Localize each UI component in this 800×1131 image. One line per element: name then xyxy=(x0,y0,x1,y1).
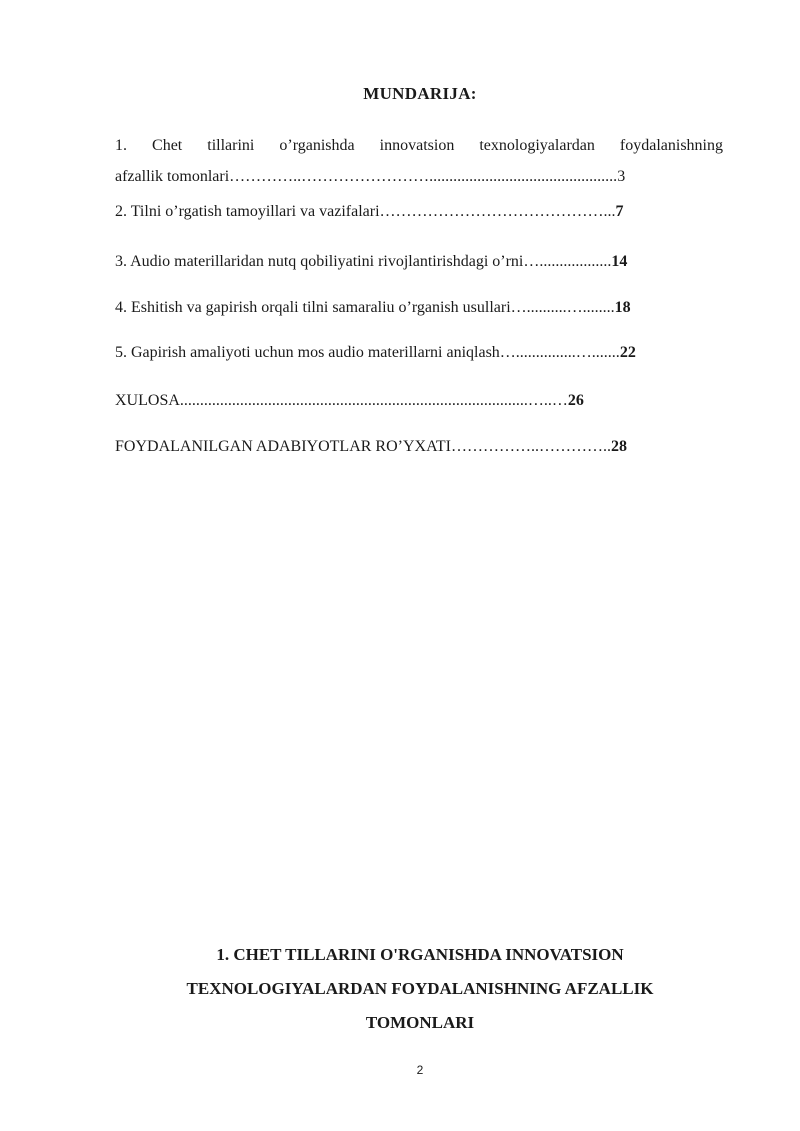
toc-entry-6-page: 26 xyxy=(567,392,584,409)
toc-entry-4[interactable] xyxy=(115,299,631,317)
toc-entry-1-line1: 1. Chet tillarini o’rganishda innovatsion texnologiyalardan foydalanishning xyxy=(115,137,723,154)
toc-entry-6[interactable] xyxy=(115,392,584,410)
toc-entry-5-page: 22 xyxy=(619,344,636,361)
toc-entry-3[interactable] xyxy=(115,253,627,271)
toc-entry-2-text: 2. Tilni o’rgatish tamoyillari va vazifalari……………………………………... xyxy=(115,203,616,220)
toc-entry-4-text: 4. Eshitish va gapirish orqali tilni samaraliu o’rganish usullari…..........…........ xyxy=(115,299,615,316)
toc-entry-1-text: afzallik tomonlari…………..……………………............................................... xyxy=(115,168,618,185)
toc-entry-1[interactable] xyxy=(115,130,723,192)
page-number: 2 xyxy=(416,1063,424,1077)
toc-entry-2-page: 7 xyxy=(615,203,624,220)
toc-entry-7-text: FOYDALANILGAN ADABIYOTLAR RO’YXATI……………..………….. xyxy=(115,438,611,455)
toc-entry-1-line2 xyxy=(115,161,723,192)
toc-entry-3-text: 3. Audio materillaridan nutq qobiliyatini rivojlantirishdagi o’rni….................. xyxy=(115,253,612,270)
toc-entry-6-text: XULOSA.......................................................................................…..… xyxy=(115,392,568,409)
toc-entry-7[interactable] xyxy=(115,438,627,456)
section-heading-line-2: TEXNOLOGIYALARDAN FOYDALANISHNING AFZALLIK xyxy=(186,979,654,998)
toc-entry-5-text: 5. Gapirish amaliyoti uchun mos audio materillarni aniqlash…...............…....... xyxy=(115,344,620,361)
toc-entry-7-page: 28 xyxy=(610,438,627,455)
toc-entry-3-page: 14 xyxy=(611,253,628,270)
section-heading-line-3: TOMONLARI xyxy=(365,1013,475,1032)
toc-entry-1-page: 3 xyxy=(617,168,626,185)
toc-entry-5[interactable] xyxy=(115,344,636,362)
section-heading xyxy=(0,938,800,1040)
section-heading-line-1: 1. CHET TILLARINI O'RGANISHDA INNOVATSION xyxy=(216,945,624,964)
toc-entry-4-page: 18 xyxy=(614,299,631,316)
toc-title: MUNDARIJA: xyxy=(363,84,477,103)
toc-entry-2[interactable] xyxy=(115,203,624,221)
